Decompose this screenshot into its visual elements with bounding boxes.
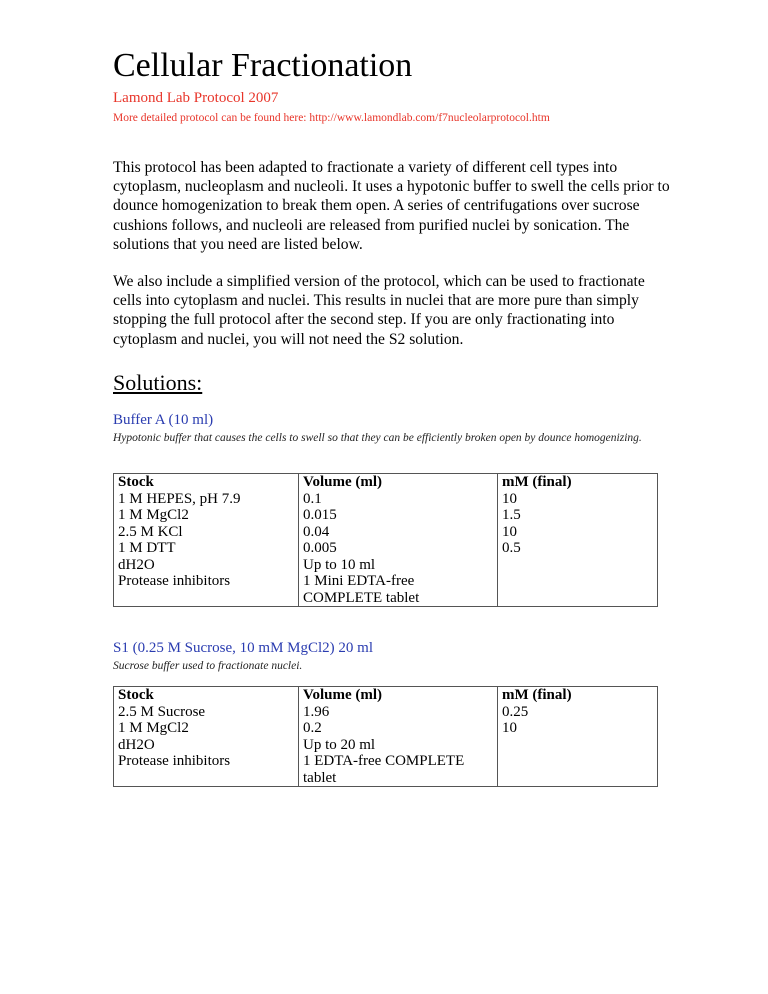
link-note: More detailed protocol can be found here: http://www.lamondlab.com/f7nucleolarprotocol.htm (113, 112, 550, 124)
table-row (114, 557, 658, 574)
table-cell (498, 737, 658, 754)
column-header: mM (final) (498, 687, 658, 704)
s1-note: Sucrose buffer used to fractionate nuclei. (113, 660, 303, 672)
table-cell: 0.5 (498, 540, 658, 557)
table-row (114, 491, 658, 508)
column-header: Volume (ml) (299, 474, 498, 491)
table-cell: Up to 20 ml (299, 737, 498, 754)
table-cell: 1 M MgCl2 (114, 507, 299, 524)
table-cell: dH2O (114, 737, 299, 754)
column-header: Volume (ml) (299, 687, 498, 704)
table-cell: Up to 10 ml (299, 557, 498, 574)
table-cell (498, 573, 658, 607)
table-cell: 10 (498, 720, 658, 737)
table-row (114, 507, 658, 524)
table-cell: 1 M HEPES, pH 7.9 (114, 491, 299, 508)
column-header: Stock (114, 474, 299, 491)
table-cell: 0.04 (299, 524, 498, 541)
table-cell: 2.5 M Sucrose (114, 704, 299, 721)
table-cell: Protease inhibitors (114, 573, 299, 607)
table-row (114, 573, 658, 607)
page-title: Cellular Fractionation (113, 47, 413, 84)
table-cell: 10 (498, 524, 658, 541)
table-cell: 0.005 (299, 540, 498, 557)
table-cell: 1.96 (299, 704, 498, 721)
table-cell (498, 753, 658, 787)
table-cell: 2.5 M KCl (114, 524, 299, 541)
s1-table (113, 686, 658, 787)
table-row (114, 753, 658, 787)
table-cell: 0.1 (299, 491, 498, 508)
table-cell: 1.5 (498, 507, 658, 524)
table-cell: 0.015 (299, 507, 498, 524)
solutions-heading: Solutions: (113, 370, 203, 395)
buffer-a-note: Hypotonic buffer that causes the cells to swell so that they can be efficiently broken open by dounce homogenizing. (113, 432, 642, 444)
buffer-a-table (113, 473, 658, 607)
table-row (114, 720, 658, 737)
protocol-subtitle: Lamond Lab Protocol 2007 (113, 90, 279, 106)
s1-title: S1 (0.25 M Sucrose, 10 mM MgCl2) 20 ml (113, 640, 374, 656)
buffer-a-title: Buffer A (10 ml) (113, 412, 214, 428)
table-header-row (114, 687, 658, 704)
table-header-row (114, 474, 658, 491)
table-cell: Protease inhibitors (114, 753, 299, 787)
intro-paragraph: This protocol has been adapted to fractionate a variety of different cell types into cytoplasm, nucleoplasm and nucleoli. It uses a hypotonic buffer to swell the cells prior to dounce homogenization to break them open. A series of centrifugations over sucrose cushions follows, and nucleoli are released from purified nuclei by sonication. The solutions that you need are listed below. (113, 159, 670, 253)
table-cell: 1 M DTT (114, 540, 299, 557)
table-row (114, 704, 658, 721)
column-header: mM (final) (498, 474, 658, 491)
table-cell: 10 (498, 491, 658, 508)
table-cell: 0.25 (498, 704, 658, 721)
column-header: Stock (114, 687, 299, 704)
table-cell: 1 Mini EDTA-free COMPLETE tablet (299, 573, 498, 607)
intro-paragraph: We also include a simplified version of the protocol, which can be used to fractionate cells into cytoplasm and nuclei. This results in nuclei that are more pure than simply stopping the full protocol after the second step. If you are only fractionating into cytoplasm and nuclei, you will not need the S2 solution. (113, 273, 645, 348)
table-cell: dH2O (114, 557, 299, 574)
table-cell: 0.2 (299, 720, 498, 737)
table-row (114, 524, 658, 541)
table-cell: 1 M MgCl2 (114, 720, 299, 737)
table-cell: 1 EDTA-free COMPLETE tablet (299, 753, 498, 787)
table-cell (498, 557, 658, 574)
table-row (114, 540, 658, 557)
table-row (114, 737, 658, 754)
